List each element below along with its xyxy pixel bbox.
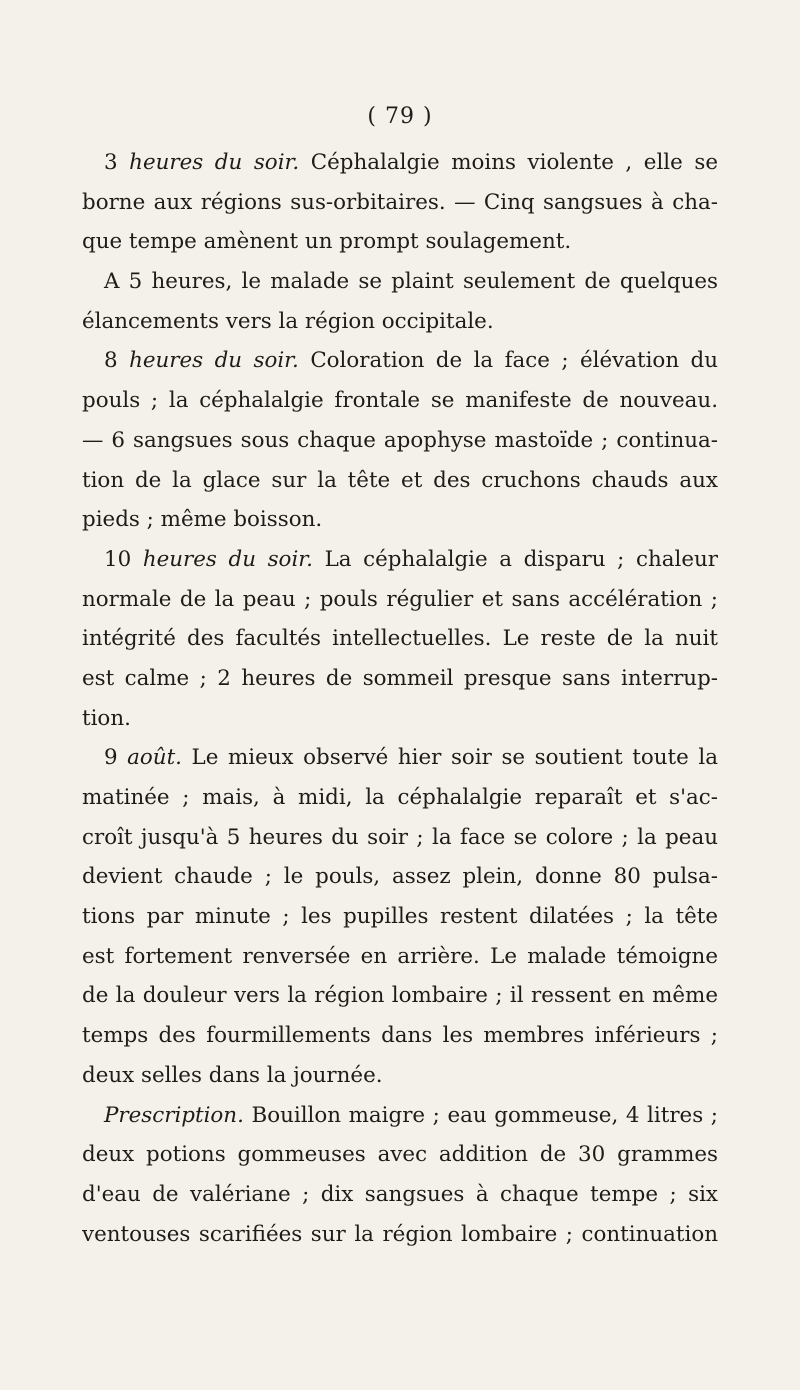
text-line: 10 heures du soir. La céphalalgie a disparu ; chaleur — [104, 546, 718, 572]
paragraph — [82, 540, 718, 738]
text-line: est calme ; 2 heures de sommeil presque sans interrup- — [82, 665, 718, 691]
text-line: pieds ; même boisson. — [82, 507, 323, 533]
text-line: 9 août. Le mieux observé hier soir se soutient toute la — [104, 745, 718, 771]
text-line: deux selles dans la journée. — [82, 1062, 383, 1088]
text-line: élancements vers la région occipitale. — [82, 308, 494, 334]
paragraph — [82, 262, 718, 341]
paragraph — [82, 143, 718, 262]
text-line: ventouses scarifiées sur la région lombaire ; continuation — [82, 1221, 718, 1247]
text-line: borne aux régions sus-orbitaires. — Cinq sangsues à cha- — [82, 189, 718, 215]
text-line: tion. — [82, 705, 131, 731]
paragraph — [82, 341, 718, 539]
text-line: 3 heures du soir. Céphalalgie moins violente , elle se — [104, 150, 718, 175]
text-line: intégrité des facultés intellectuelles. Le reste de la nuit — [82, 626, 718, 652]
text-line: que tempe amènent un prompt soulagement. — [82, 229, 572, 255]
text-line: deux potions gommeuses avec addition de 30 grammes — [82, 1142, 718, 1168]
paragraph — [82, 1096, 718, 1255]
body-text — [82, 143, 718, 1254]
text-line: 8 heures du soir. Coloration de la face ; élévation du — [104, 348, 718, 374]
text-line: normale de la peau ; pouls régulier et sans accélération ; — [82, 586, 718, 612]
page-number: ( 79 ) — [367, 104, 433, 129]
text-line: pouls ; la céphalalgie frontale se manifeste de nouveau. — [82, 388, 718, 414]
text-line: est fortement renversée en arrière. Le malade témoigne — [82, 943, 718, 969]
text-line: matinée ; mais, à midi, la céphalalgie reparaît et s'ac- — [82, 785, 718, 810]
text-line: de la douleur vers la région lombaire ; il ressent en même — [82, 983, 718, 1009]
text-line: Prescription. Bouillon maigre ; eau gommeuse, 4 litres ; — [104, 1102, 718, 1128]
text-line: d'eau de valériane ; dix sangsues à chaque tempe ; six — [82, 1181, 718, 1207]
paragraph — [82, 738, 718, 1095]
text-line: croît jusqu'à 5 heures du soir ; la face se colore ; la peau — [82, 824, 718, 850]
text-line: tions par minute ; les pupilles restent dilatées ; la tête — [82, 904, 718, 930]
text-line: A 5 heures, le malade se plaint seulement de quelques — [104, 269, 718, 295]
text-line: temps des fourmillements dans les membres inférieurs ; — [82, 1023, 718, 1049]
text-line: devient chaude ; le pouls, assez plein, donne 80 pulsa- — [82, 864, 718, 890]
text-line: tion de la glace sur la tête et des cruchons chauds aux — [82, 467, 718, 493]
text-line: — 6 sangsues sous chaque apophyse mastoïde ; continua- — [82, 427, 718, 453]
